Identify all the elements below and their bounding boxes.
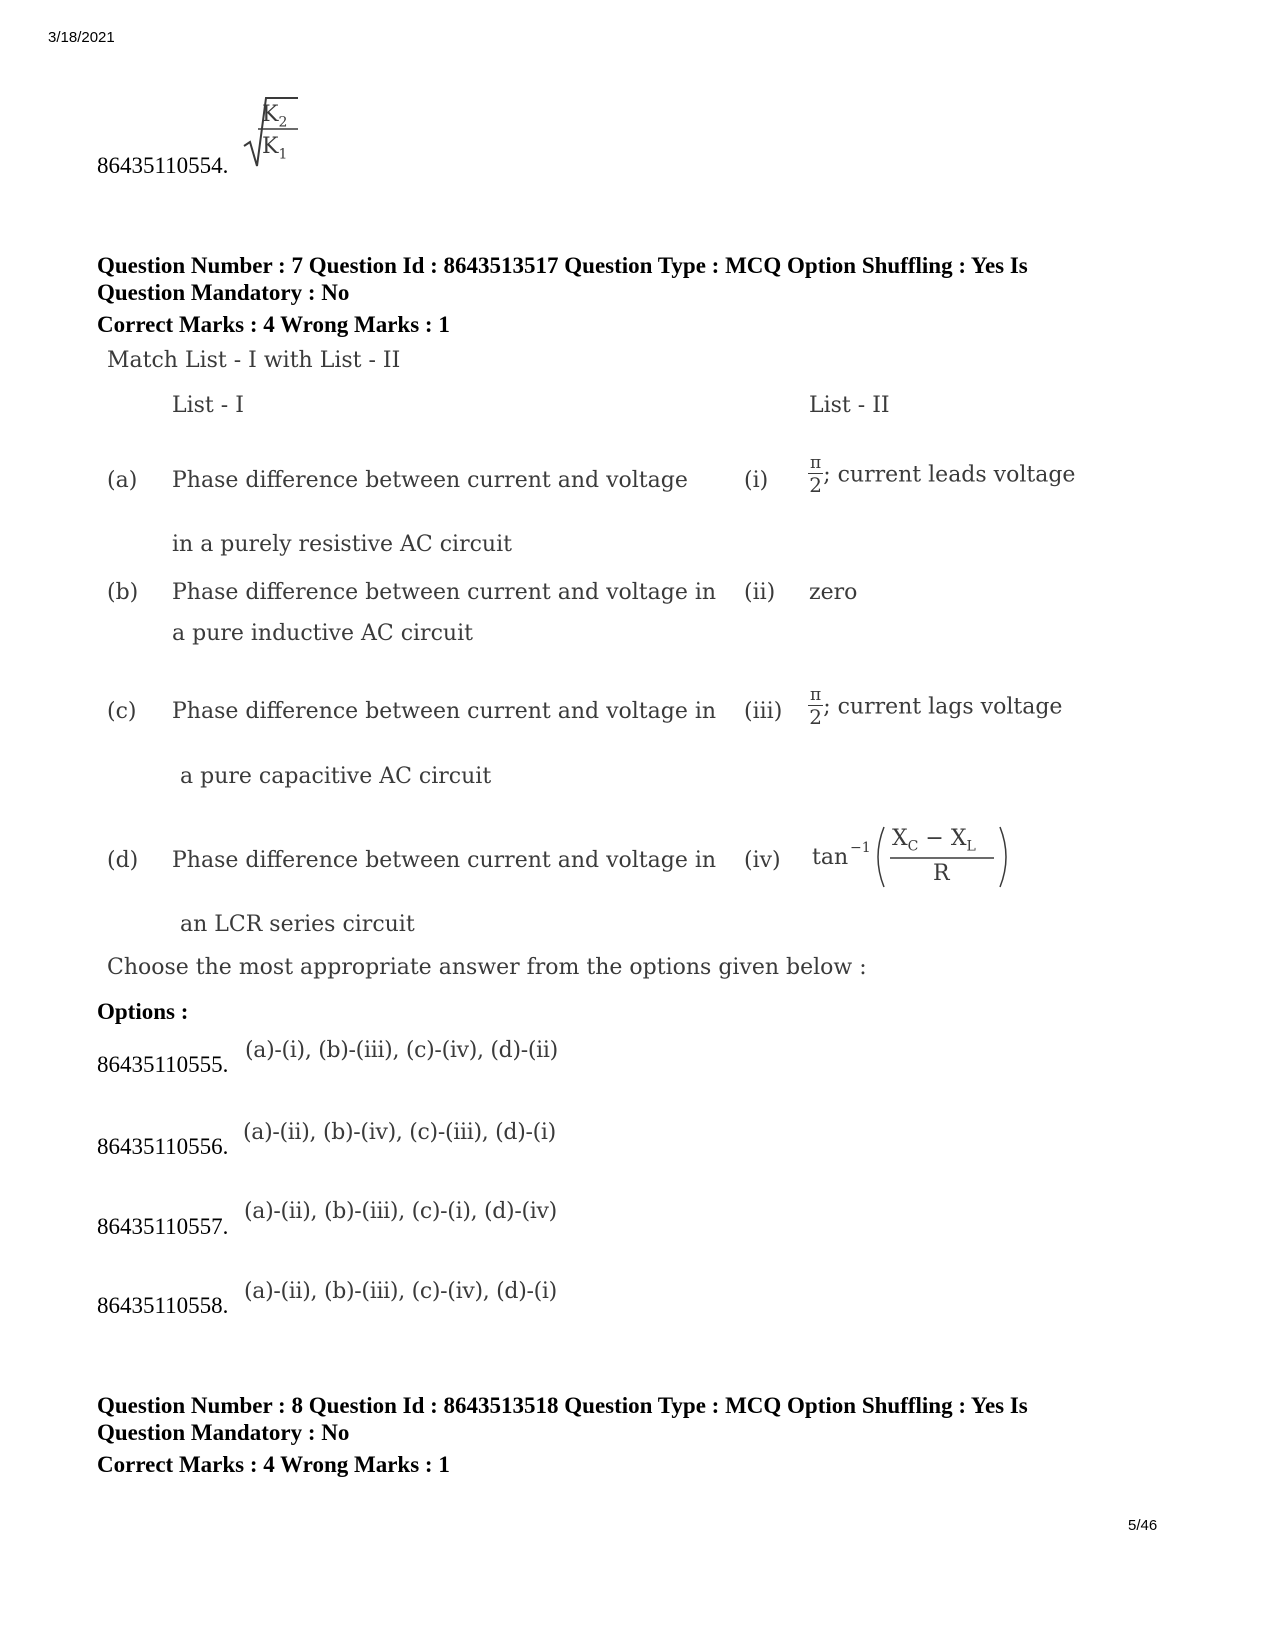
question-marks: Correct Marks : 4 Wrong Marks : 1 (97, 312, 450, 337)
row-roman: (iv) (744, 848, 781, 873)
question-prompt: Match List - I with List - II (107, 348, 401, 373)
question-marks: Correct Marks : 4 Wrong Marks : 1 (97, 1452, 450, 1477)
sqrt-formula (242, 94, 312, 169)
option-id: 86435110555. (97, 1052, 229, 1077)
row-answer: $\frac{\pi}{2}$ ; current lags voltage (809, 685, 1063, 729)
option-id: 86435110556. (97, 1134, 229, 1159)
row-label: (c) (107, 699, 137, 724)
row-text: in a purely resistive AC circuit (172, 532, 512, 557)
row-label: (d) (107, 848, 139, 873)
row-text: Phase difference between current and voltage in (172, 580, 717, 605)
options-label: Options : (97, 999, 189, 1024)
sqrt-denominator: $K_1$ (262, 134, 288, 163)
option-text: (a)-(ii), (b)-(iv), (c)-(iii), (d)-(i) (243, 1120, 556, 1145)
page-number: 5/46 (1128, 1517, 1158, 1534)
option-text: (a)-(ii), (b)-(iii), (c)-(i), (d)-(iv) (244, 1199, 557, 1224)
row-label: (b) (107, 580, 139, 605)
row-answer: $\frac{\pi}{2}$ ; current leads voltage (809, 453, 1076, 497)
sqrt-numerator: $K_2$ (262, 102, 288, 131)
row-roman: (ii) (744, 580, 776, 605)
option-id: 86435110554. (97, 153, 229, 178)
row-roman: (iii) (744, 699, 783, 724)
row-text: an LCR series circuit (180, 912, 415, 937)
row-text: a pure capacitive AC circuit (180, 764, 492, 789)
row-label: (a) (107, 468, 138, 493)
row-text: a pure inductive AC circuit (172, 621, 473, 646)
list1-title: List - I (172, 393, 244, 418)
option-id: 86435110558. (97, 1293, 229, 1318)
option-text: (a)-(ii), (b)-(iii), (c)-(iv), (d)-(i) (244, 1279, 557, 1304)
fraction-denominator: R (933, 861, 950, 886)
question-header: Question Number : 8 Question Id : 8643513518 Question Type : MCQ Option Shuffling : Yes Is Question Mandatory : No (97, 1393, 1028, 1445)
choose-instruction: Choose the most appropriate answer from the options given below : (107, 955, 867, 980)
arctan-formula: tan −1 $X_C - X_L$ R (812, 825, 1012, 890)
row-text: Phase difference between current and voltage (172, 468, 688, 493)
row-roman: (i) (744, 468, 769, 493)
list2-title: List - II (809, 393, 890, 418)
row-text: Phase difference between current and voltage in (172, 848, 717, 873)
question-header: Question Number : 7 Question Id : 8643513517 Question Type : MCQ Option Shuffling : Yes Is Question Mandatory : No (97, 253, 1028, 305)
option-id: 86435110557. (97, 1214, 229, 1239)
option-text: (a)-(i), (b)-(iii), (c)-(iv), (d)-(ii) (245, 1038, 558, 1063)
fraction-numerator: $X_C - X_L$ (892, 826, 976, 855)
row-answer: zero (809, 580, 858, 605)
row-text: Phase difference between current and voltage in (172, 699, 717, 724)
print-date: 3/18/2021 (48, 29, 115, 46)
